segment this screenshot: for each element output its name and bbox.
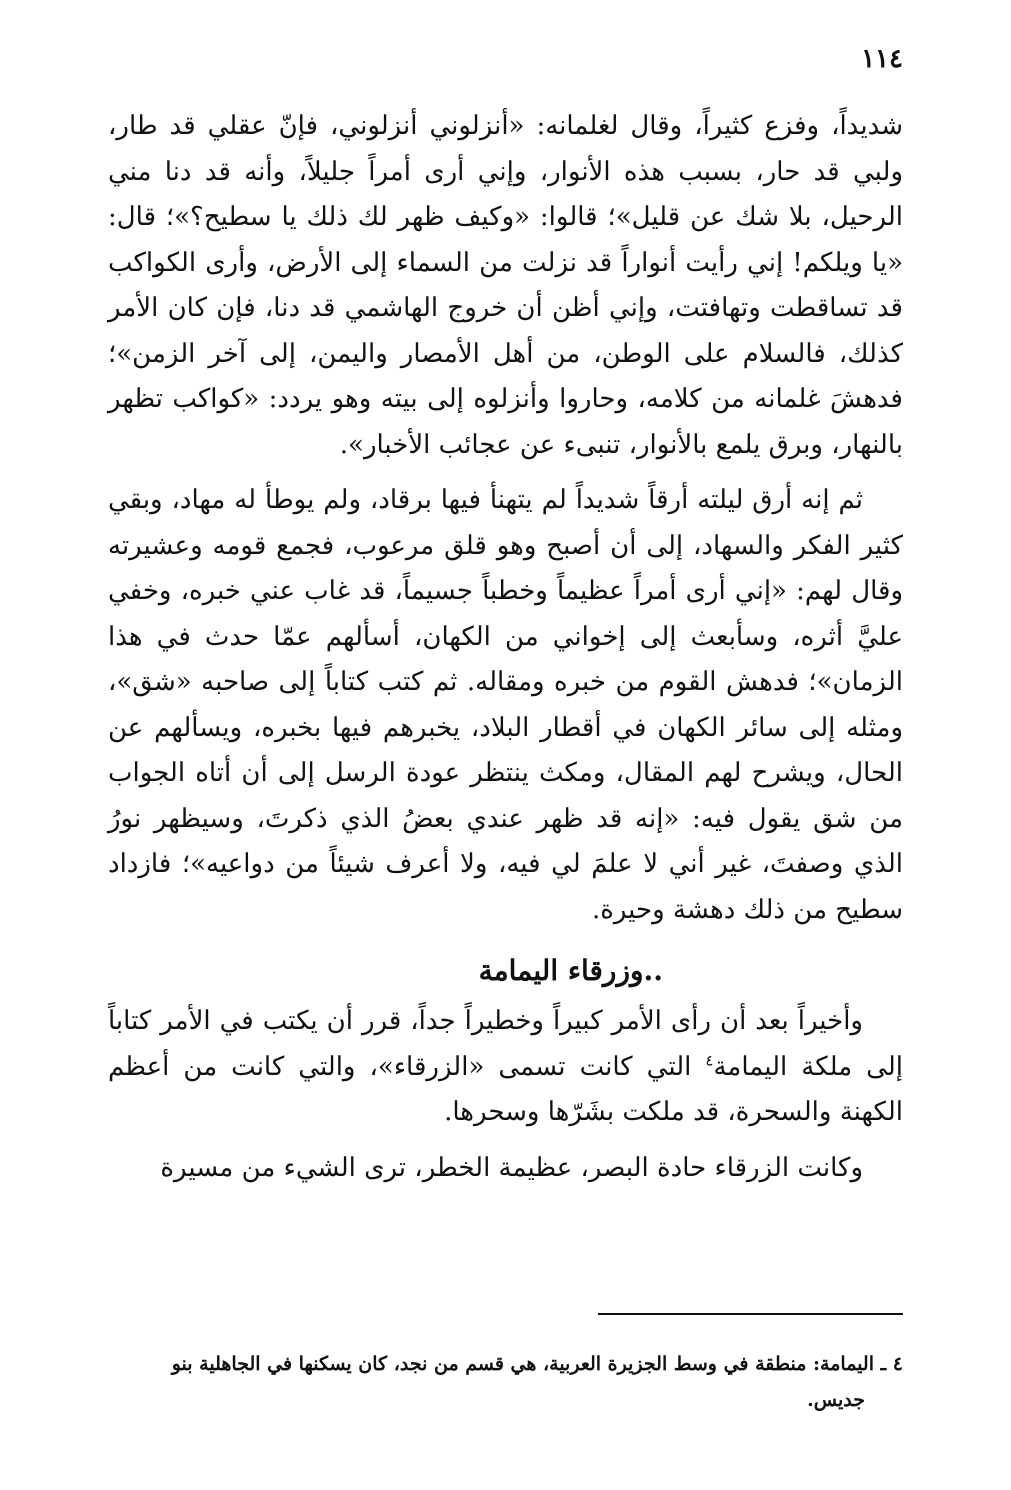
page-number: ١١٤ (861, 44, 903, 74)
footnote-divider (598, 1313, 903, 1315)
paragraph-1: شديداً، وفزع كثيراً، وقال لغلمانه: «أنزلوني أنزلوني، فإنّ عقلي قد طار، ولبي قد حار، بسبب هذه الأنوار، وإني أرى أمراً جليلاً، وأنه قد دنا مني الرحيل، بلا شك عن قليل»؛ قالوا: «وكيف ظهر لك ذلك يا سطيح؟»؛ قال: «يا ويلكم! إني رأيت أنواراً قد نزلت من السماء إلى الأرض، وأرى الكواكب قد تساقطت وتهافتت، وإني أظن أن خروج الهاشمي قد دنا، فإن كان الأمر كذلك، فالسلام على الوطن، من أهل الأمصار واليمن، إلى آخر الزمن»؛ فدهشَ غلمانه من كلامه، وحاروا وأنزلوه إلى بيته وهو يردد: «كواكب تظهر بالنهار، وبرق يلمع بالأنوار، تنبىء عن عجائب الأخبار». (108, 111, 903, 460)
section-heading: ..وزرقاء اليمامة (478, 954, 663, 987)
paragraph-3-before-note: وأخيراً بعد أن رأى الأمر كبيراً وخطيراً جداً، قرر أن يكتب في الأمر كتاباً إلى ملكة اليمامة (108, 1006, 903, 1082)
footnote (108, 1346, 903, 1418)
footnote-number: ٤ (892, 1353, 903, 1375)
body-text (108, 104, 903, 1191)
paragraph-3-after-note: التي كانت تسمى «الزرقاء»، والتي كانت من أعظم الكهنة والسحرة، قد ملكت بشَرّها وسحرها. (108, 1051, 903, 1127)
paragraph-4: وكانت الزرقاء حادة البصر، عظيمة الخطر، ترى الشيء من مسيرة (160, 1152, 863, 1183)
footnote-marker[interactable]: ٤ (705, 1050, 714, 1069)
footnote-text: ـ اليمامة: منطقة في وسط الجزيرة العربية، هي قسم من نجد، كان يسكنها في الجاهلية بنو (171, 1353, 887, 1375)
footnote-continuation: جديس. (807, 1389, 865, 1411)
paragraph-2: ثم إنه أرق ليلته أرقاً شديداً لم يتهنأ فيها برقاد، ولم يوطأ له مهاد، وبقي كثير الفكر والسهاد، إلى أن أصبح وهو قلق مرعوب، فجمع قومه وعشيرته وقال لهم: «إني أرى أمراً عظيماً وخطباً جسيماً، قد غاب عني خبره، وخفي عليَّ أثره، وسأبعث إلى إخواني من الكهان، أسألهم عمّا حدث في هذا الزمان»؛ فدهش القوم من خبره ومقاله. ثم كتب كتاباً إلى صاحبه «شق»، ومثله إلى سائر الكهان في أقطار البلاد، يخبرهم فيها بخبره، ويسألهم عن الحال، ويشرح لهم المقال، ومكث ينتظر عودة الرسل إلى أن أتاه الجواب من شق يقول فيه: «إنه قد ظهر عندي بعضُ الذي ذكرتَ، وسيظهر نورُ الذي وصفتَ، غير أني لا علمَ لي فيه، ولا أعرف شيئاً من دواعيه»؛ فازداد سطيح من ذلك دهشة وحيرة. (108, 485, 903, 925)
paragraph-3 (108, 999, 903, 1136)
